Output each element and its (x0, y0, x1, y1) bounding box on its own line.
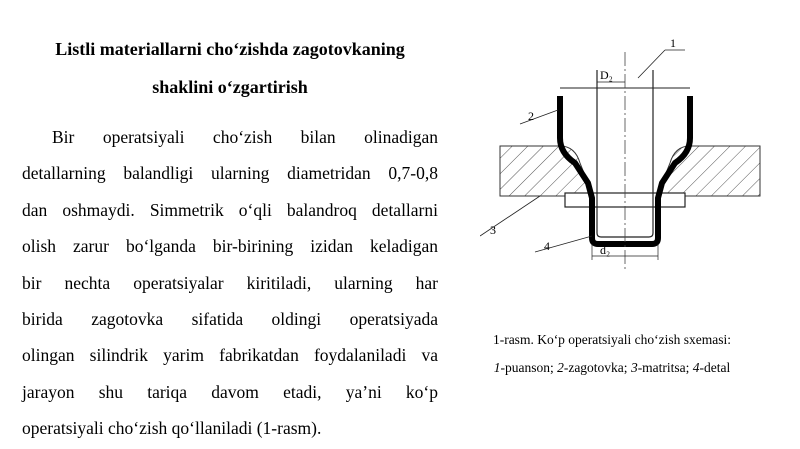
leader-2 (520, 110, 558, 124)
d2-label: d₂ (600, 243, 611, 257)
paragraph-line: dan oshmaydi. Simmetrik o‘qli balandroq detallarni (22, 199, 438, 220)
caption-num: 2 (557, 360, 564, 375)
deep-drawing-diagram (480, 38, 780, 278)
paragraph-line: olingan silindrik yarim fabrikatdan foydalaniladi va (22, 345, 438, 366)
caption-item: -matritsa; (637, 360, 693, 375)
document-title (20, 30, 440, 106)
caption-line-1: 1-rasm. Ko‘p operatsiyali cho‘zish sxemasi: (492, 332, 732, 347)
figure-caption (462, 326, 762, 382)
label-2: 2 (528, 109, 534, 123)
D2-label: D₂ (600, 68, 613, 82)
caption-num: 1 (493, 360, 501, 375)
paragraph-line: bir nechta operatsiyalar kiritiladi, ularning har (22, 272, 438, 293)
paragraph-line: Bir operatsiyali cho‘zish bilan olinadigan (52, 127, 438, 147)
caption-item: -puanson; (500, 360, 558, 375)
paragraph-line: detallarning balandligi ularning diametridan 0,7-0,8 (22, 163, 438, 184)
leader-3 (480, 196, 540, 236)
label-4: 4 (544, 239, 550, 253)
paragraph-line: jarayon shu tariqa davom etadi, ya’ni ko‘p (22, 381, 438, 402)
label-3: 3 (490, 223, 496, 237)
caption-item: -detal (699, 360, 731, 375)
caption-num: 4 (692, 360, 700, 375)
leader-1 (638, 50, 665, 78)
body-paragraph (22, 119, 438, 447)
paragraph-line: operatsiyali cho‘zish qo‘llaniladi (1-rasm). (22, 418, 322, 439)
label-1: 1 (670, 38, 676, 50)
caption-num: 3 (630, 360, 638, 375)
caption-item: -zagotovka; (563, 360, 631, 375)
caption-line-2 (462, 354, 762, 382)
paragraph-line: birida zagotovka sifatida oldingi operatsiyada (22, 308, 438, 329)
title-line-1: Listli materiallarni cho‘zishda zagotovkaning (55, 39, 405, 59)
die-left (500, 146, 590, 196)
paragraph-line: olish zarur bo‘lganda bir-birining izidan keladigan (22, 236, 438, 257)
die-right (660, 146, 760, 196)
title-line-2: shaklini o‘zgartirish (152, 77, 308, 97)
